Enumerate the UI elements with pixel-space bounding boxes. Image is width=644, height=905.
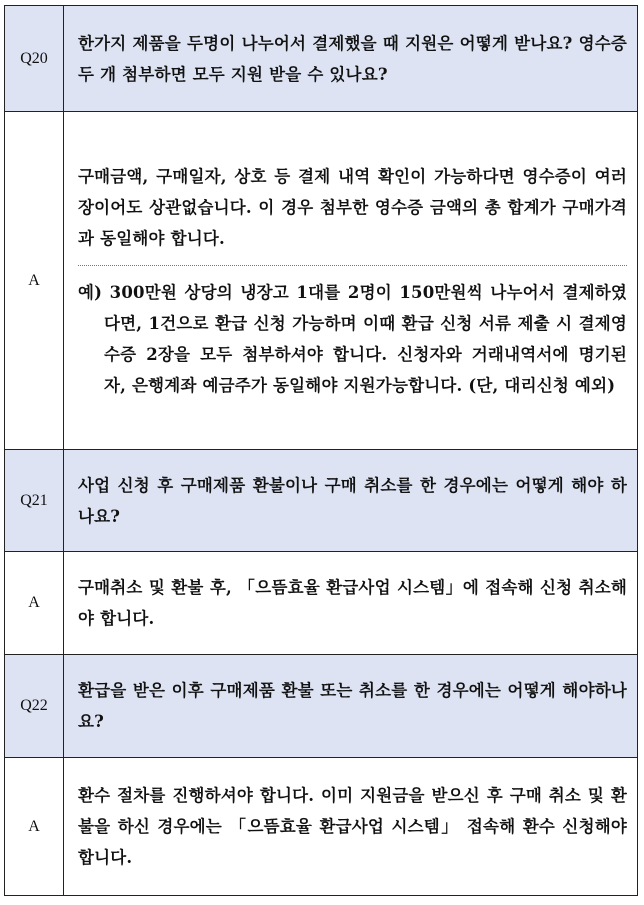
- question-row: [5, 450, 638, 552]
- question-label: Q22: [5, 655, 64, 758]
- answer-row: [5, 758, 638, 896]
- answer-text: 구매취소 및 환불 후, 「으뜸효율 환급사업 시스템」에 접속해 신청 취소해야 합니다.: [64, 552, 638, 655]
- question-text: 한가지 제품을 두명이 나누어서 결제했을 때 지원은 어떻게 받나요? 영수증 두 개 첨부하면 모두 지원 받을 수 있나요?: [64, 6, 638, 112]
- question-row: [5, 655, 638, 758]
- faq-table: [4, 5, 638, 896]
- answer-text: 환수 절차를 진행하셔야 합니다. 이미 지원금을 받으신 후 구매 취소 및 환불을 하신 경우에는 「으뜸효율 환급사업 시스템」 접속해 환수 신청해야 합니다.: [64, 758, 638, 896]
- answer-label: A: [5, 112, 64, 450]
- answer-example: 예) 300만원 상당의 냉장고 1대를 2명이 150만원씩 나누어서 결제하였다면, 1건으로 환급 신청 가능하며 이때 환급 신청 서류 제출 시 결제영수증 2장을 모두 첨부하셔야 합니다. 신청자와 거래내역서에 명기된 자, 은행계좌 예금주가 동일해야 지원가능합니다. (단, 대리신청 예외): [78, 282, 627, 395]
- question-text: 환급을 받은 이후 구매제품 환불 또는 취소를 한 경우에는 어떻게 해야하나요?: [64, 655, 638, 758]
- question-label: Q20: [5, 6, 64, 112]
- answer-label: A: [5, 552, 64, 655]
- answer-text: 구매금액, 구매일자, 상호 등 결제 내역 확인이 가능하다면 영수증이 여러 장이어도 상관없습니다. 이 경우 첨부한 영수증 금액의 총 합계가 구매가격과 동일해야 합니다.: [78, 161, 627, 266]
- question-text: 사업 신청 후 구매제품 환불이나 구매 취소를 한 경우에는 어떻게 해야 하나요?: [64, 450, 638, 552]
- question-label: Q21: [5, 450, 64, 552]
- answer-row: [5, 552, 638, 655]
- answer-label: A: [5, 758, 64, 896]
- answer-row: [5, 112, 638, 450]
- question-row: [5, 6, 638, 112]
- answer-cell: [64, 112, 638, 450]
